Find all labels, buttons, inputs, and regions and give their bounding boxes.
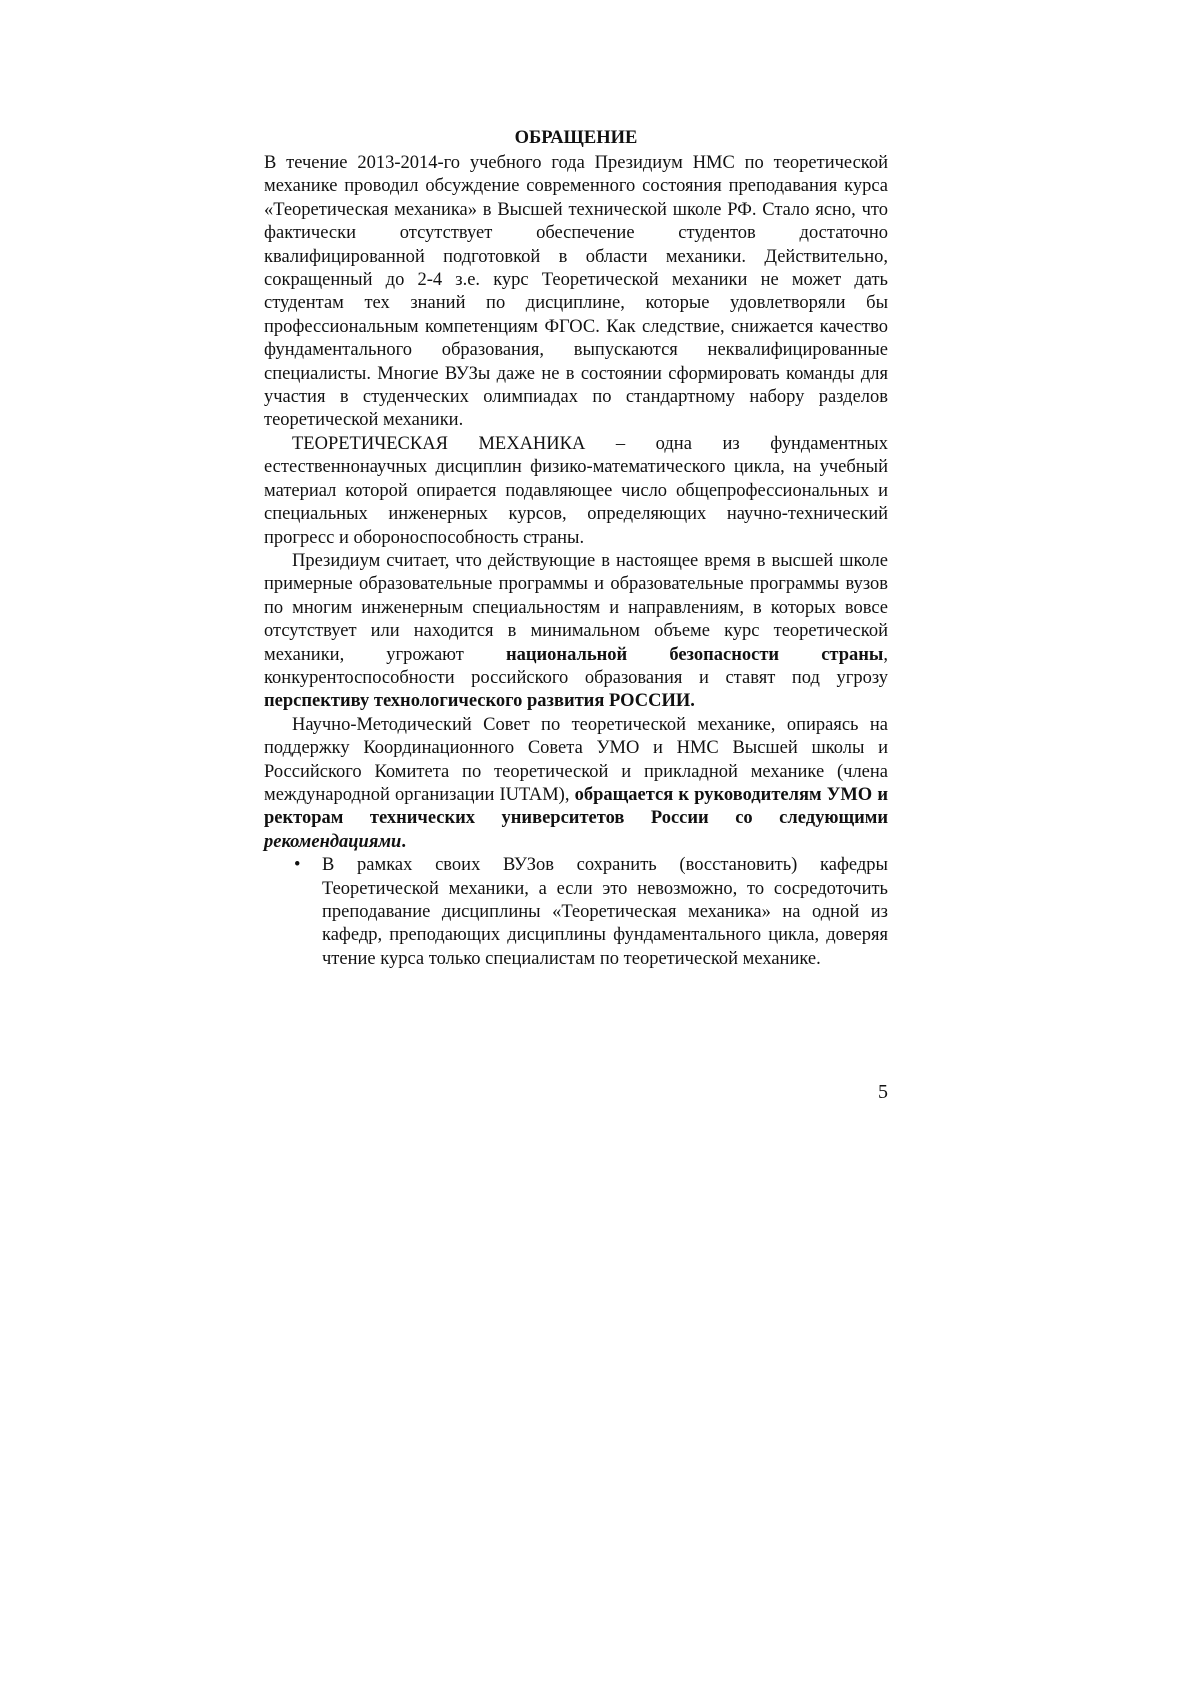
paragraph-4-bold-end: . (401, 831, 406, 852)
paragraph-3-text-a: Президиум считает, что действующие в настоящее время в высшей школе примерные образовательные программы и образовательные программы вузов по многим инженерным специальностям и направлениям, в которых вовсе отсутствует или находится в минимальном объеме курс теоретической механики, угрожают (264, 550, 888, 665)
paragraph-4 (264, 714, 888, 854)
document-page (264, 126, 888, 971)
page-number: 5 (878, 1081, 888, 1103)
paragraph-4-text-a: Научно-Методический Совет по теоретической механике, опираясь на поддержку Координационного Совета УМО и НМС Высшей школы и Российского Комитета по теоретической и прикладной механике (члена международной организации IUTAM), (264, 714, 888, 805)
paragraph-4-bold-appeal: обращается к руководителям УМО и ректорам технических университетов России со следующими (264, 784, 888, 829)
list-item (264, 854, 888, 971)
document-title: ОБРАЩЕНИЕ (514, 128, 638, 148)
bullet-icon: • (294, 855, 301, 876)
paragraph-3-bold-perspective: перспективу технологического развития РОССИИ. (264, 691, 695, 712)
paragraph-3-bold-security: национальной безопасности страны (505, 644, 884, 665)
list-item-text: В рамках своих ВУЗов сохранить (восстановить) кафедры Теоретической механики, а если это невозможно, то сосредоточить преподавание дисциплины «Теоретическая механика» на одной из кафедр, преподающих дисциплины фундаментального цикла, доверяя чтение курса только специалистам по теоретической механике. (322, 855, 888, 969)
paragraph-3-text-c: , конкурентоспособности российского образования и ставят под угрозу (264, 644, 888, 688)
recommendations-list (264, 854, 888, 971)
paragraph-1: В течение 2013-2014-го учебного года Президиум НМС по теоретической механике проводил обсуждение современного состояния преподавания курса «Теоретическая механика» в Высшей технической школе РФ. Стало ясно, что фактически отсутствует обеспечение студентов достаточно квалифицированной подготовкой в области механики. Действительно, сокращенный до 2-4 з.е. курс Теоретической механики не может дать студентам тех знаний по дисциплине, которые удовлетворяли бы профессиональным компетенциям ФГОС. Как следствие, снижается качество фундаментального образования, выпускаются неквалифицированные специалисты. Многие ВУЗы даже не в состоянии сформировать команды для участия в студенческих олимпиадах по стандартному набору разделов теоретической механики. (264, 153, 888, 431)
paragraph-2: ТЕОРЕТИЧЕСКАЯ МЕХАНИКА – одна из фундаментных естественнонаучных дисциплин физико-математического цикла, на учебный материал которой опирается подавляющее число общепрофессиональных и специальных инженерных курсов, определяющих научно-технический прогресс и обороноспособность страны. (264, 433, 888, 548)
paragraph-3 (264, 550, 888, 714)
paragraph-4-bold-italic-recommendations: рекомендациями (264, 831, 402, 852)
